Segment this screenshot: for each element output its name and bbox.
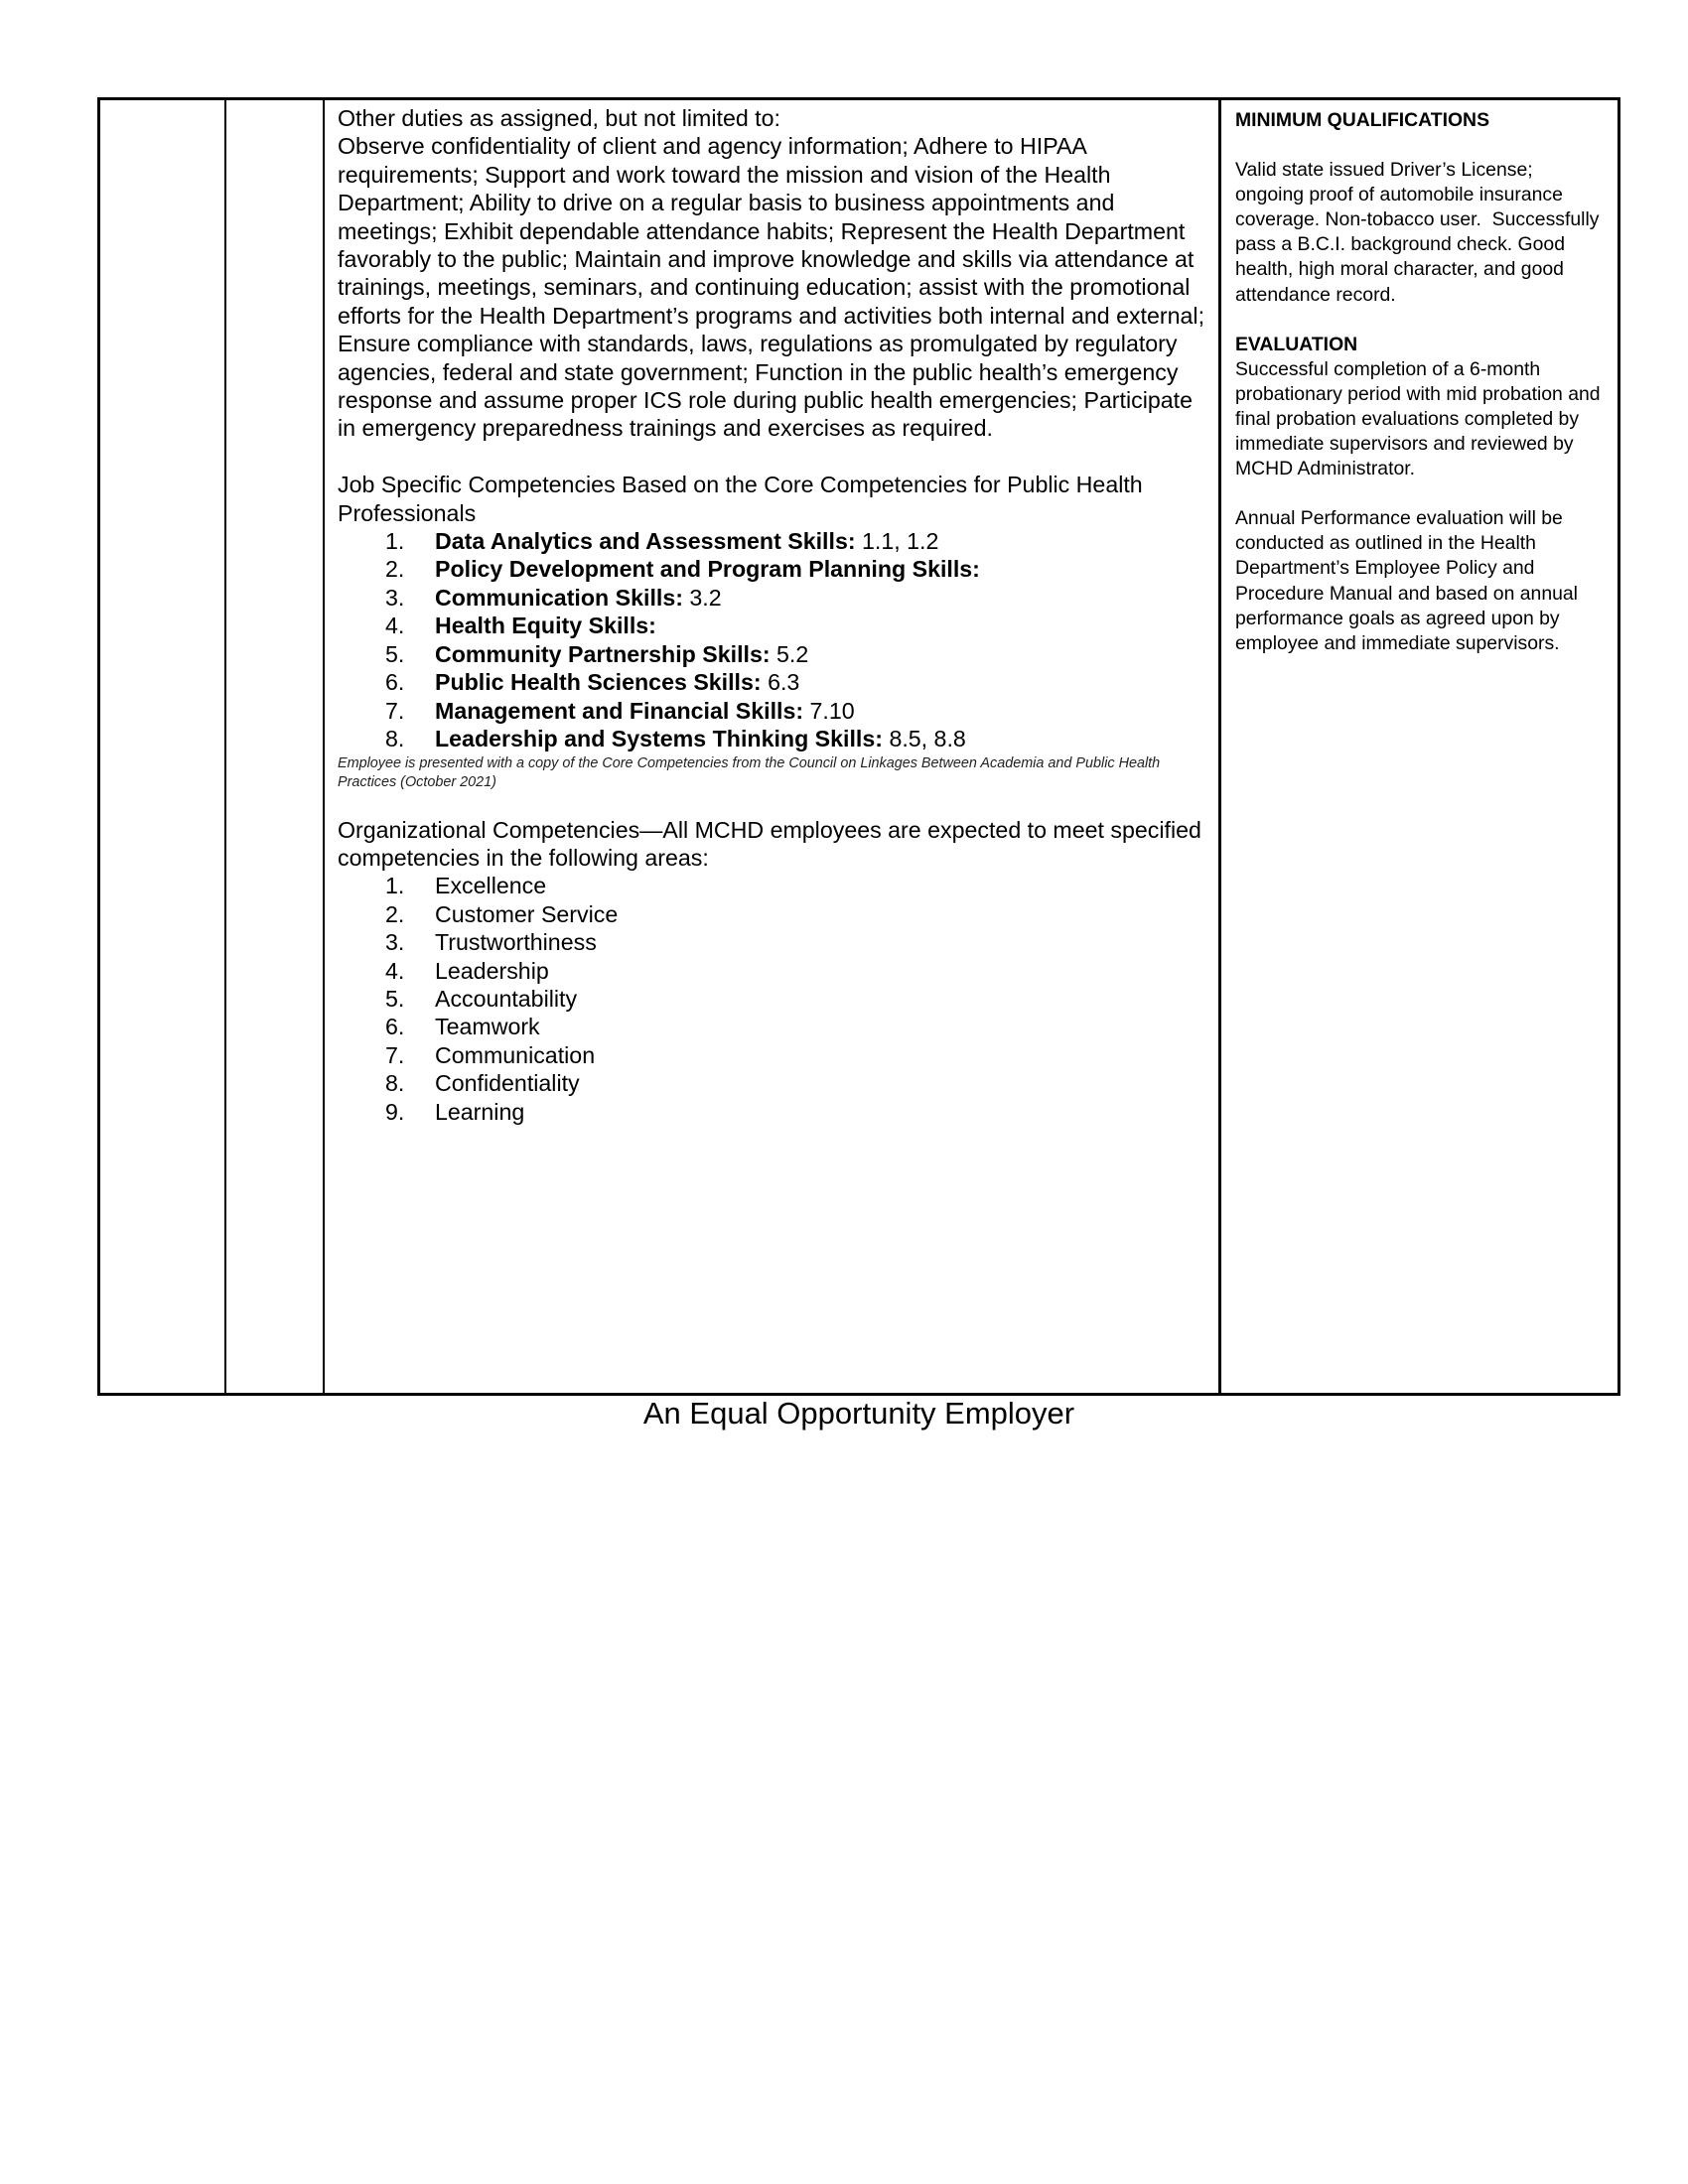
- job-description-table: [97, 97, 1620, 1396]
- list-item: [338, 1013, 1208, 1040]
- list-item: [338, 957, 1208, 985]
- spacer: [1235, 308, 1606, 333]
- duties-text: Observe confidentiality of client and agency information; Adhere to HIPAA requirements; Support and work toward the mission and vision of the Health Department; Ability to drive on a regular basis to business appointments and meetings; Exhibit dependable attendance habits; Represent the Health Department favorably to the public; Maintain and improve knowledge and skills via attendance at trainings, meetings, seminars, and continuing education; assist with the promotional efforts for the Health Department’s programs and activities both internal and external; Ensure compliance with standards, laws, regulations as promulgated by regulatory agencies, federal and state government; Function in the public health’s emergency response and assume proper ICS role during public health emergencies; Participate in emergency preparedness trainings and exercises as required.: [338, 133, 1205, 442]
- table-column-empty-1: [100, 100, 226, 1393]
- item-number: 3.: [385, 584, 405, 611]
- item-number: 4.: [385, 613, 405, 639]
- spacer: [1235, 133, 1606, 158]
- item-label: Community Partnership Skills:: [435, 640, 771, 667]
- list-item: [338, 612, 1208, 639]
- item-label: Excellence: [435, 873, 547, 899]
- min-qualifications-heading: MINIMUM QUALIFICATIONS: [1235, 109, 1489, 131]
- duties-intro: Other duties as assigned, but not limited to:: [338, 105, 780, 131]
- item-number: 7.: [385, 697, 405, 724]
- item-number: 4.: [385, 957, 405, 984]
- item-label: Teamwork: [435, 1014, 540, 1040]
- item-label: Confidentiality: [435, 1070, 580, 1097]
- item-number: 8.: [385, 1070, 405, 1097]
- item-number: 2.: [385, 900, 405, 927]
- item-number: 8.: [385, 725, 405, 751]
- item-label: Customer Service: [435, 900, 619, 927]
- list-item: [338, 1041, 1208, 1069]
- item-number: 6.: [385, 1014, 405, 1040]
- list-item: [338, 584, 1208, 612]
- item-label: Public Health Sciences Skills:: [435, 669, 762, 696]
- item-value: 1.1, 1.2: [855, 528, 939, 555]
- list-item: [338, 697, 1208, 725]
- item-label: Leadership: [435, 957, 549, 984]
- list-item: [338, 928, 1208, 956]
- evaluation-text: Successful completion of a 6-month probationary period with mid probation and final probation evaluations completed by immediate supervisors and reviewed by MCHD Administrator.: [1235, 357, 1601, 480]
- core-competencies-footnote: Employee is presented with a copy of the Core Competencies from the Council on Linkages Between Academia and Public Health Practices (October 2021): [338, 755, 1161, 790]
- item-label: Learning: [435, 1098, 525, 1125]
- item-label: Health Equity Skills:: [435, 613, 656, 639]
- annual-evaluation-text: Annual Performance evaluation will be conducted as outlined in the Health Department’s Employee Policy and Procedure Manual and based on annual performance goals as agreed upon by employee and immediate supervisors.: [1235, 507, 1578, 654]
- item-label: Policy Development and Program Planning Skills:: [435, 556, 980, 583]
- spacer: [338, 792, 1208, 816]
- item-label: Trustworthiness: [435, 929, 597, 956]
- qualifications-evaluation-cell: [1221, 100, 1618, 1393]
- table-column-empty-2: [226, 100, 325, 1393]
- item-value: 7.10: [803, 697, 855, 724]
- item-label: Communication: [435, 1041, 596, 1068]
- item-value: 5.2: [770, 640, 809, 667]
- item-label: Accountability: [435, 985, 578, 1012]
- item-label: Leadership and Systems Thinking Skills:: [435, 725, 883, 751]
- list-item: [338, 872, 1208, 899]
- item-label: Management and Financial Skills:: [435, 697, 804, 724]
- item-number: 6.: [385, 669, 405, 696]
- list-item: [338, 555, 1208, 583]
- spacer: [338, 443, 1208, 471]
- item-number: 2.: [385, 556, 405, 583]
- equal-opportunity-footer: An Equal Opportunity Employer: [642, 1396, 1075, 1431]
- duties-competencies-cell: [325, 100, 1221, 1393]
- org-competencies-list: [338, 872, 1208, 1126]
- item-value: 8.5, 8.8: [883, 725, 966, 751]
- list-item: [338, 640, 1208, 668]
- job-specific-list: [338, 527, 1208, 752]
- list-item: [338, 985, 1208, 1013]
- evaluation-heading: EVALUATION: [1235, 333, 1358, 355]
- item-number: 5.: [385, 640, 405, 667]
- list-item: [338, 1069, 1208, 1097]
- list-item: [338, 1098, 1208, 1126]
- list-item: [338, 527, 1208, 555]
- list-item: [338, 900, 1208, 928]
- item-label: Communication Skills:: [435, 584, 683, 611]
- item-number: 1.: [385, 528, 405, 555]
- job-specific-heading: Job Specific Competencies Based on the Core Competencies for Public Health Professionals: [338, 472, 1143, 526]
- org-competencies-heading: Organizational Competencies—All MCHD employees are expected to meet specified competencies in the following areas:: [338, 816, 1201, 871]
- item-value: 3.2: [682, 584, 722, 611]
- min-qualifications-text: Valid state issued Driver’s License; ongoing proof of automobile insurance coverage. Non-tobacco user. Successfully pass a B.C.I. background check. Good health, high moral character, and good attendance record.: [1235, 159, 1605, 306]
- item-number: 3.: [385, 929, 405, 956]
- item-label: Data Analytics and Assessment Skills:: [435, 528, 856, 555]
- spacer: [1235, 481, 1606, 506]
- item-number: 7.: [385, 1041, 405, 1068]
- item-number: 9.: [385, 1098, 405, 1125]
- list-item: [338, 725, 1208, 752]
- item-value: 6.3: [761, 669, 800, 696]
- item-number: 1.: [385, 873, 405, 899]
- item-number: 5.: [385, 985, 405, 1012]
- list-item: [338, 668, 1208, 696]
